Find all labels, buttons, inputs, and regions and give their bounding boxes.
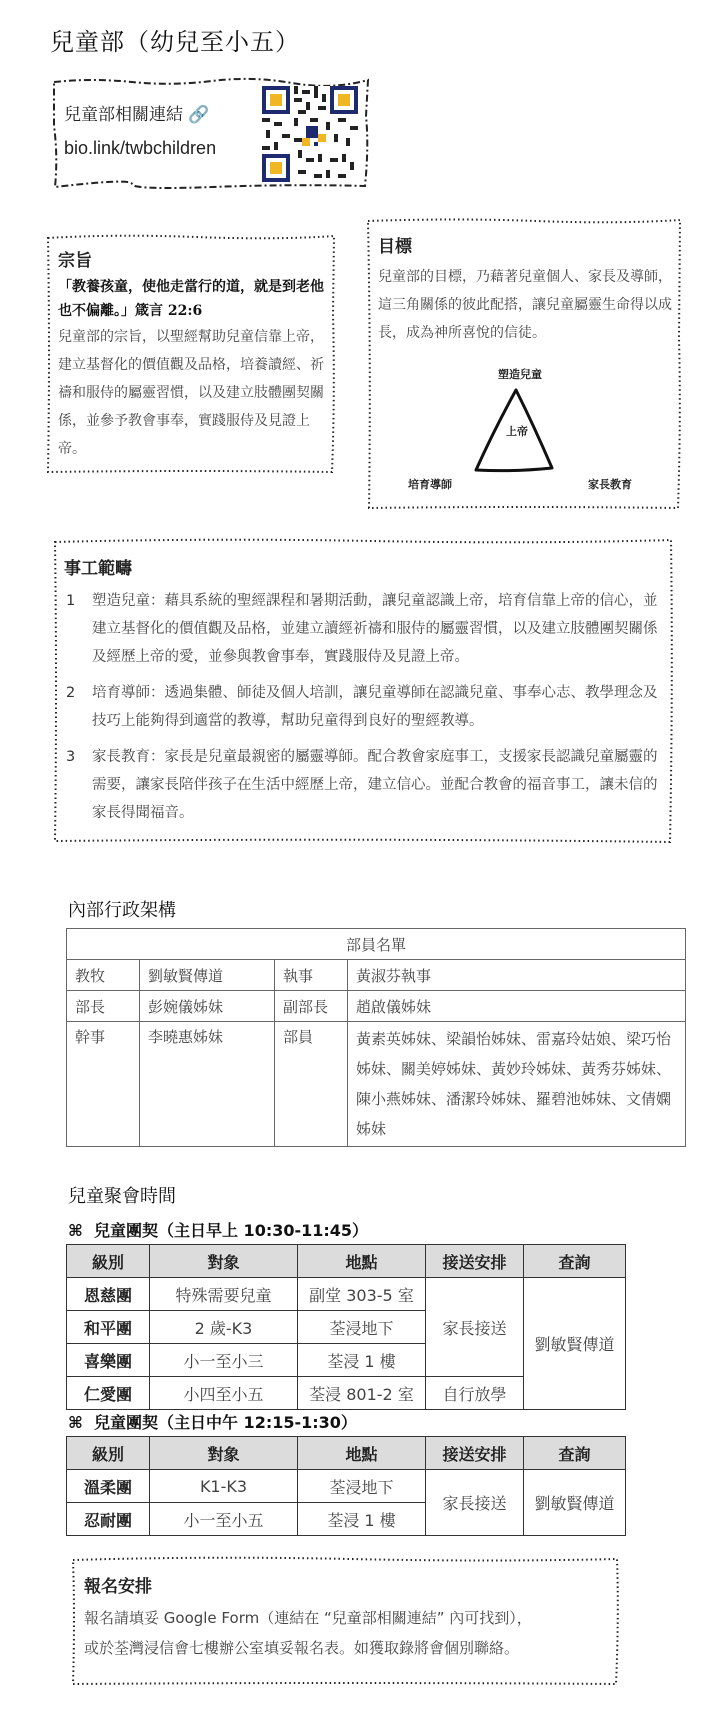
table-row: 幹事 李曉惠姊妹 部員 黃素英姊妹、梁韻怡姊妹、雷嘉玲姑娘、梁巧怡姊妹、關美婷姊妹、黃妙玲姊妹、黃秀芬姊妹、陳小燕姊妹、潘潔玲姊妹、羅碧池姊妹、文倩嫻姊妹 [67, 1022, 686, 1147]
command-icon: ⌘ [68, 1221, 83, 1240]
purpose-box [46, 234, 336, 474]
table-row: 部長 彭婉儀姊妹 副部長 趙啟儀姊妹 [67, 991, 686, 1022]
command-icon: ⌘ [68, 1413, 83, 1432]
link-icon: 🔗 [188, 105, 210, 125]
purpose-verse: 「教養孩童，使他走當行的道，就是到老他也不偏離。」箴言 22:6 [58, 279, 324, 319]
goal-text: 兒童部的目標，乃藉著兒童個人、家長及導師，這三角關係的彼此配搭，讓兒童屬靈生命得以成長，成為神所喜悅的信徒。 [378, 269, 672, 341]
ministry-item: 3 家長教育：家長是兒童最親密的屬靈導師。配合教會家庭事工，支援家長認識兒童屬靈的需要，讓家長陪伴孩子在生活中經歷上帝，建立信心。並配合教會的福音事工，讓未信的家長得聞福音。 [66, 749, 658, 821]
table-row: 喜樂團 小一至小三 荃浸 1 樓 [67, 1344, 626, 1377]
registration-line-2: 或於荃灣浸信會七樓辦公室填妥報名表。如獲取錄將會個別聯絡。 [84, 1639, 520, 1657]
ministry-box [52, 538, 674, 844]
table-row: 和平團 2 歲-K3 荃浸地下 [67, 1311, 626, 1344]
registration-box [70, 1556, 620, 1686]
goal-box [366, 218, 682, 510]
qr-code-icon[interactable] [262, 86, 358, 182]
noon-schedule-table: 級別 對象 地點 接送安排 查詢 溫柔團 K1-K3 荃浸地下 家長接送 劉敏賢傳道 忍耐團 小一至小五 荃浸 1 樓 [66, 1436, 626, 1536]
morning-session-title: ⌘ 兒童團契（主日早上 10:30-11:45） [68, 1221, 369, 1240]
goal-title: 目標 [378, 237, 412, 257]
purpose-title: 宗旨 [58, 251, 92, 271]
links-url[interactable]: bio.link/twbchildren [64, 138, 217, 158]
morning-schedule-table: 級別 對象 地點 接送安排 查詢 恩慈團 特殊需要兒童 副堂 303-5 室 家長接送 劉敏賢傳道 和平團 2 歲-K3 荃浸地下 喜樂團 小一至小三 荃浸 1 樓 仁愛團 小四至小五 荃浸 801-2 室 自行放學 [66, 1244, 626, 1410]
registration-line-1: 報名請填妥 Google Form（連結在 “兒童部相關連結” 內可找到）， [84, 1609, 532, 1627]
schedule-title: 兒童聚會時間 [68, 1186, 176, 1207]
staff-table-header: 部員名單 [67, 929, 686, 960]
table-row: 教牧 劉敏賢傳道 執事 黃淑芬執事 [67, 960, 686, 991]
table-row: 仁愛團 小四至小五 荃浸 801-2 室 自行放學 [67, 1377, 626, 1410]
diagram-right-label: 家長教育 [588, 478, 632, 491]
table-row: 恩慈團 特殊需要兒童 副堂 303-5 室 家長接送 劉敏賢傳道 [67, 1278, 626, 1311]
admin-title: 內部行政架構 [68, 900, 176, 921]
links-label: 兒童部相關連結 🔗 [64, 105, 210, 125]
ministry-list [64, 587, 664, 827]
diagram-left-label: 培育導師 [408, 478, 452, 491]
diagram-top-label: 塑造兒童 [498, 368, 542, 381]
ministry-item: 2 培育導師：透過集體、師徒及個人培訓，讓兒童導師在認識兒童、事奉心志、教學理念及技巧上能夠得到適當的教導，幫助兒童得到良好的聖經教導。 [66, 685, 658, 729]
page-title: 兒童部（幼兒至小五） [50, 28, 300, 56]
ministry-item: 1 塑造兒童：藉具系統的聖經課程和暑期活動，讓兒童認識上帝，培育信靠上帝的信心，並建立基督化的價值觀及品格，並建立讀經祈禱和服侍的屬靈習慣，以及建立肢體團契關係及經歷上帝的愛，並參與教會事奉，實踐服侍及見證上帝。 [66, 593, 658, 665]
table-row: 忍耐團 小一至小五 荃浸 1 樓 [67, 1503, 626, 1536]
diagram-center-label: 上帝 [506, 425, 528, 438]
staff-table [66, 928, 686, 1147]
purpose-text: 兒童部的宗旨，以聖經幫助兒童信靠上帝，建立基督化的價值觀及品格，培養讀經、祈禱和服侍的屬靈習慣，以及建立肢體團契關係，並參予教會事奉，實踐服侍及見證上帝。 [58, 329, 324, 457]
ministry-title: 事工範疇 [64, 559, 132, 579]
registration-title: 報名安排 [84, 1577, 152, 1597]
links-box [52, 76, 370, 190]
noon-session-title: ⌘ 兒童團契（主日中午 12:15-1:30） [68, 1413, 357, 1432]
table-row: 溫柔團 K1-K3 荃浸地下 家長接送 劉敏賢傳道 [67, 1470, 626, 1503]
